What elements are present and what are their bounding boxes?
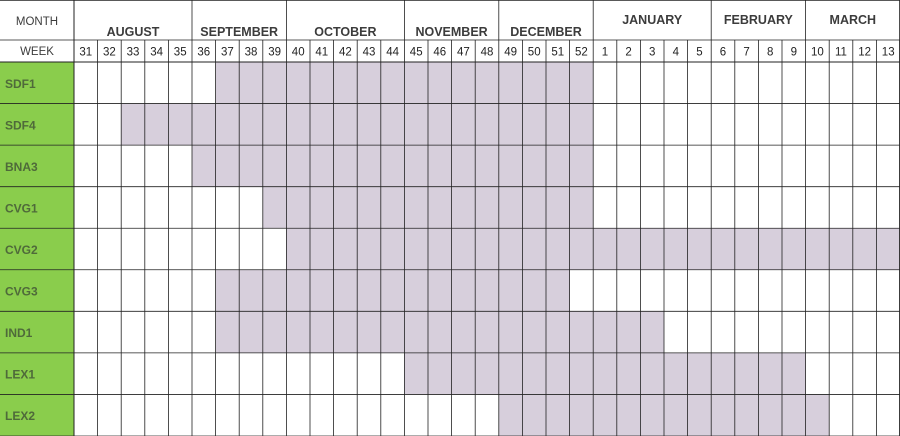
week-number-label: 40 <box>291 46 305 59</box>
week-number-label: 7 <box>743 46 750 59</box>
schedule-bar <box>404 353 616 395</box>
schedule-bar <box>216 311 664 353</box>
week-number-label: 44 <box>386 46 399 59</box>
schedule-bar <box>216 270 570 312</box>
week-number-label: 50 <box>527 46 541 59</box>
week-number-label: 10 <box>811 46 824 59</box>
month-label: OCTOBER <box>314 25 377 39</box>
week-number-label: 13 <box>881 46 895 59</box>
week-number-label: 4 <box>672 46 680 59</box>
week-number-label: 49 <box>504 46 517 59</box>
week-number-label: 37 <box>221 46 234 59</box>
row-label: LEX2 <box>5 409 36 424</box>
week-number-label: 42 <box>339 46 352 59</box>
week-number-label: 43 <box>362 46 376 59</box>
row-label: IND1 <box>5 326 33 341</box>
week-number-label: 11 <box>835 46 847 59</box>
row-label: CVG2 <box>5 242 38 257</box>
week-number-label: 36 <box>197 46 211 59</box>
week-header-label: WEEK <box>20 46 54 58</box>
week-number-label: 32 <box>103 46 116 59</box>
week-number-label: 34 <box>150 46 163 59</box>
row-label: LEX1 <box>5 367 36 382</box>
month-label: MARCH <box>829 13 877 27</box>
schedule-bar <box>192 145 593 187</box>
week-number-label: 2 <box>625 46 632 59</box>
week-number-label: 35 <box>173 46 187 59</box>
week-number-label: 8 <box>766 46 774 59</box>
row-label: BNA3 <box>5 159 38 174</box>
week-number-label: 3 <box>648 46 656 59</box>
week-number-label: 6 <box>719 46 727 59</box>
row-label: CVG3 <box>5 284 38 299</box>
week-number-label: 46 <box>433 46 447 59</box>
week-number-label: 5 <box>696 46 703 59</box>
week-number-label: 45 <box>409 46 423 59</box>
month-label: SEPTEMBER <box>200 25 279 39</box>
week-number-label: 9 <box>790 46 798 59</box>
week-number-label: 33 <box>126 46 140 59</box>
month-label: FEBRUARY <box>723 13 793 27</box>
row-label: CVG1 <box>5 201 38 216</box>
week-number-label: 38 <box>244 46 258 59</box>
week-number-label: 47 <box>457 46 470 59</box>
week-number-label: 31 <box>79 46 93 59</box>
week-number-label: 39 <box>268 46 281 59</box>
week-number-label: 1 <box>601 46 609 59</box>
month-label: DECEMBER <box>510 25 582 39</box>
week-number-label: 52 <box>575 46 588 59</box>
week-number-label: 41 <box>315 46 329 59</box>
week-number-label: 51 <box>551 46 565 59</box>
week-number-label: 12 <box>858 46 871 59</box>
month-header-label: MONTH <box>15 16 59 28</box>
week-number-label: 48 <box>480 46 494 59</box>
month-label: JANUARY <box>622 13 683 27</box>
row-label: SDF4 <box>5 118 36 133</box>
month-label: AUGUST <box>106 25 160 39</box>
row-label: SDF1 <box>5 76 36 91</box>
month-label: NOVEMBER <box>415 25 488 39</box>
